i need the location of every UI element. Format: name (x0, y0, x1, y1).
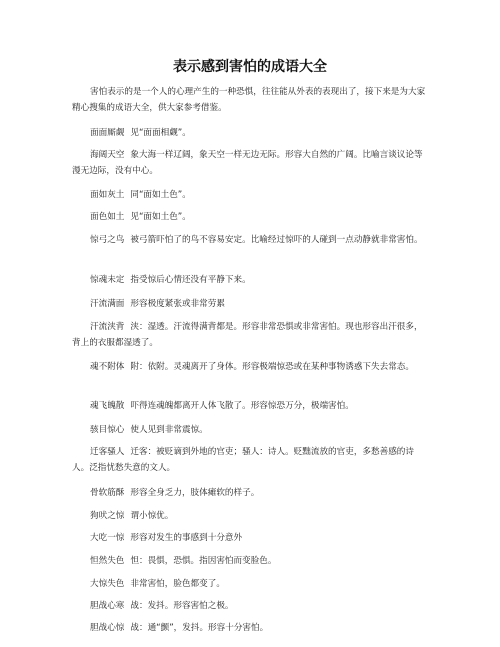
entry-term: 大惊失色 (90, 579, 125, 589)
entry-paragraph (72, 553, 430, 569)
entry-paragraph (72, 398, 430, 414)
entry-definition: 见“面面相觑”。 (130, 128, 191, 138)
entry-term: 迁客骚人 (90, 447, 125, 457)
entry-definition: 象大海一样辽阔，象天空一样无边无际。形容大自然的广阔。比喻言谈议论等漫无边际，没有中心。 (72, 150, 423, 176)
entry-term: 汗流满面 (90, 299, 125, 309)
entry-paragraph (72, 147, 430, 179)
entry-term: 面色如土 (90, 212, 125, 222)
entry-term: 魂不附体 (90, 362, 125, 372)
entry-term: 胆战心寒 (90, 601, 125, 611)
entry-term: 汗流浃背 (90, 322, 125, 332)
entry-definition: 怛：畏惧，恐惧。指因害怕而变脸色。 (130, 556, 277, 566)
entry-term: 魂飞魄散 (90, 401, 125, 411)
entry-definition: 指受惊后心情还没有平静下来。 (130, 275, 251, 285)
entry-definition: 迁客：被贬谪到外地的官吏；骚人：诗人。贬黜流放的官吏，多愁善感的诗人。泛指忧愁失意的文人。 (72, 447, 414, 473)
entry-definition: 被弓箭吓怕了的鸟不容易安定。比喻经过惊吓的人碰到一点动静就非常害怕。 (130, 235, 423, 245)
entry-term: 面如灰土 (90, 190, 125, 200)
entry-definition: 非常害怕，脸色都变了。 (130, 579, 225, 589)
entry-definition: 谓小惊优。 (130, 511, 174, 521)
entry-paragraph (72, 422, 430, 438)
entry-definition: 战：发抖。形容害怕之极。 (130, 601, 234, 611)
entry-paragraph (72, 125, 430, 141)
entry-paragraph (72, 530, 430, 546)
entry-term: 怛然失色 (90, 556, 125, 566)
entry-paragraph (72, 209, 430, 225)
entry-definition: 形容全身乏力，肢体瘫软的样子。 (130, 488, 260, 498)
entry-definition: 使人见到非常震惊。 (130, 425, 208, 435)
entry-definition: 附：依附。灵魂离开了身体。形容极端惊恐或在某种事物诱惑下失去常态。 (130, 362, 414, 372)
entry-definition: 见“面如土色”。 (130, 212, 191, 222)
entry-term: 惊魂未定 (90, 275, 125, 285)
entry-paragraph (72, 598, 430, 614)
entry-paragraph (72, 508, 430, 524)
entry-paragraph (72, 359, 430, 375)
entry-term: 胆战心惊 (90, 623, 125, 633)
entry-definition: 形容对发生的事感到十分意外 (130, 533, 243, 543)
entry-paragraph (72, 576, 430, 592)
entry-term: 骨软筋酥 (90, 488, 125, 498)
entry-paragraph (72, 296, 430, 312)
entry-definition: 浃：湿透。汗流得满背都是。形容非常恐惧或非常害怕。现也形容出汗很多，背上的衣服都湿透了。 (72, 322, 423, 348)
entry-paragraph (72, 272, 430, 288)
entry-definition: 战：通“颤”，发抖。形容十分害怕。 (130, 623, 269, 633)
entry-term: 面面厮觑 (90, 128, 125, 138)
entry-definition: 形容极度紧张或非常劳累 (130, 299, 225, 309)
entry-paragraph (72, 620, 430, 636)
entry-paragraph (72, 444, 430, 476)
entry-term: 大吃一惊 (90, 533, 125, 543)
intro-text: 害怕表示的是一个人的心理产生的一种恐惧，往往能从外表的表现出了，接下来是为大家精心搜集的成语大全，供大家参考借鉴。 (72, 87, 426, 113)
entry-paragraph (72, 187, 430, 203)
entry-definition: 同“面如土色”。 (130, 190, 191, 200)
document-title: 表示感到害怕的成语大全 (173, 59, 327, 75)
entry-term: 骇目惊心 (90, 425, 125, 435)
entry-paragraph (72, 319, 430, 351)
entry-term: 狗吠之惊 (90, 511, 125, 521)
entry-paragraph (72, 232, 430, 248)
intro-paragraph (72, 84, 430, 116)
entry-term: 海阔天空 (90, 150, 125, 160)
entry-term: 惊弓之鸟 (90, 235, 125, 245)
entry-definition: 吓得连魂魄都离开人体飞散了。形容惊恐万分，极端害怕。 (130, 401, 354, 411)
entry-paragraph (72, 485, 430, 501)
